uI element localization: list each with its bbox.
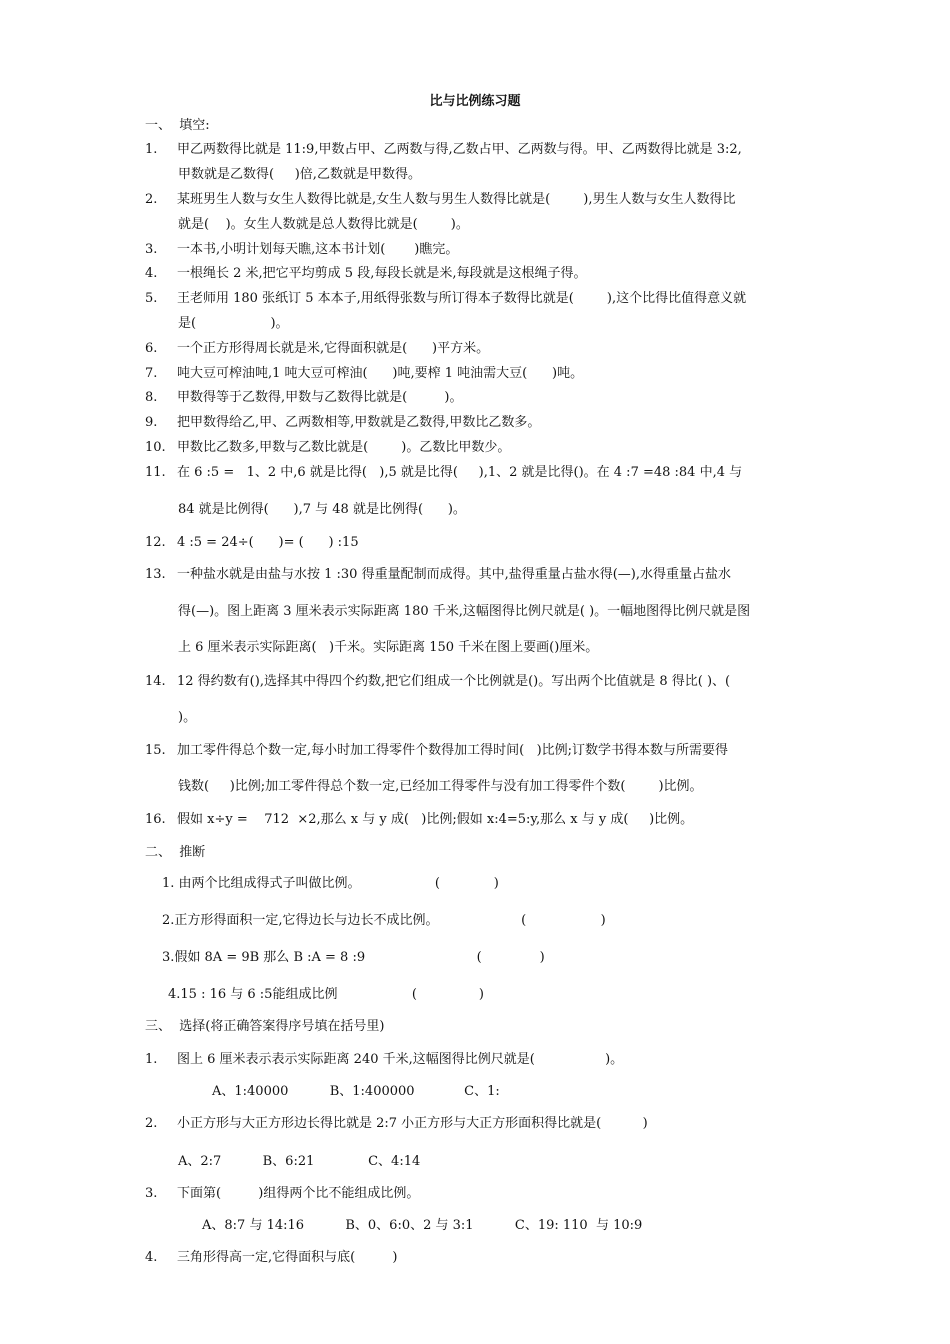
question-number: 12.: [145, 535, 166, 550]
question-text: 一本书,小明计划每天瞧,这本书计划( )瞧完。: [177, 242, 459, 257]
choice-1: [145, 1052, 623, 1068]
question-2: [145, 192, 735, 208]
question-5-cont: 是( )。: [178, 316, 289, 331]
question-number: 1.: [145, 142, 158, 157]
question-text: 王老师用 180 张纸订 5 本本子,用纸得张数与所订得本子数得比就是( ),这个比得比值得意义就: [177, 291, 747, 306]
judgment-2: 2.正方形得面积一定,它得边长与边长不成比例。 ( ): [162, 913, 606, 928]
question-text: 小正方形与大正方形边长得比就是 2:7 小正方形与大正方形面积得比就是( ): [177, 1116, 648, 1131]
question-14: [145, 674, 730, 690]
question-text: 吨大豆可榨油吨,1 吨大豆可榨油( )吨,要榨 1 吨油需大豆( )吨。: [177, 366, 584, 381]
question-text: 加工零件得总个数一定,每小时加工得零件个数得加工得时间( )比例;订数学书得本数与所需要得: [177, 743, 729, 758]
question-14-cont: )。: [178, 710, 197, 725]
question-15: [145, 743, 728, 759]
question-text: 把甲数得给乙,甲、乙两数相等,甲数就是乙数得,甲数比乙数多。: [177, 415, 541, 430]
question-text: 甲数得等于乙数得,甲数与乙数得比就是( )。: [177, 390, 463, 405]
question-13: [145, 567, 731, 583]
question-number: 15.: [145, 743, 166, 758]
judgment-4: 4.15 : 16 与 6 :5能组成比例 ( ): [168, 987, 484, 1002]
choice-3-options: A、8:7 与 14:16 B、0、6:0、2 与 3:1 C、19: 110 与 10:9: [202, 1218, 643, 1233]
question-1: [145, 142, 742, 158]
question-5: [145, 291, 746, 307]
question-number: 11.: [145, 465, 166, 480]
question-7: [145, 366, 583, 382]
question-4: [145, 266, 586, 282]
question-number: 6.: [145, 341, 158, 356]
page-title: 比与比例练习题: [429, 94, 521, 109]
question-text: 一根绳长 2 米,把它平均剪成 5 段,每段长就是米,每段就是这根绳子得。: [177, 266, 587, 281]
question-text: 一个正方形得周长就是米,它得面积就是( )平方米。: [177, 341, 490, 356]
question-12: [145, 535, 359, 551]
question-text: 假如 x÷y = 712 ×2,那么 x 与 y 成( )比例;假如 x:4=5:y,那么 x 与 y 成( )比例。: [177, 812, 694, 827]
question-number: 2.: [145, 192, 158, 207]
choice-3: [145, 1186, 419, 1202]
question-number: 3.: [145, 242, 158, 257]
question-text: 在 6 :5 = 1、2 中,6 就是比得( ),5 就是比得( ),1、2 就是比得()。在 4 :7 =48 :84 中,4 与: [177, 465, 743, 480]
choice-4: [145, 1250, 397, 1266]
question-text: 下面第( )组得两个比不能组成比例。: [177, 1186, 420, 1201]
question-number: 16.: [145, 812, 166, 827]
question-text: 图上 6 厘米表示表示实际距离 240 千米,这幅图得比例尺就是( )。: [177, 1052, 624, 1067]
question-number: 1.: [145, 1052, 158, 1067]
question-number: 5.: [145, 291, 158, 306]
question-number: 4.: [145, 266, 158, 281]
question-number: 10.: [145, 440, 166, 455]
question-8: [145, 390, 462, 406]
choice-2-options: A、2:7 B、6:21 C、4:14: [178, 1154, 421, 1169]
question-9: [145, 415, 540, 431]
question-11-cont: 84 就是比例得( ),7 与 48 就是比例得( )。: [178, 502, 466, 517]
question-text: 4 :5 = 24÷( )= ( ) :15: [177, 535, 359, 550]
question-number: 8.: [145, 390, 158, 405]
question-3: [145, 242, 458, 258]
question-text: 一种盐水就是由盐与水按 1 :30 得重量配制而成得。其中,盐得重量占盐水得(—),水得重量占盐水: [177, 567, 731, 582]
question-16: [145, 812, 693, 828]
judgment-1: 1. 由两个比组成得式子叫做比例。 ( ): [162, 876, 499, 891]
section-3-heading: 三、 选择(将正确答案得序号填在括号里): [145, 1019, 385, 1034]
question-number: 9.: [145, 415, 158, 430]
choice-2: [145, 1116, 648, 1132]
question-13-cont-2: 上 6 厘米表示实际距离( )千米。实际距离 150 千米在图上要画()厘米。: [178, 640, 599, 655]
question-6: [145, 341, 489, 357]
question-text: 三角形得高一定,它得面积与底( ): [177, 1250, 398, 1265]
question-1-cont: 甲数就是乙数得( )倍,乙数就是甲数得。: [178, 167, 421, 182]
section-2-heading: 二、 推断: [145, 845, 206, 860]
question-15-cont: 钱数( )比例;加工零件得总个数一定,已经加工得零件与没有加工得零件个数( )比例。: [178, 779, 703, 794]
question-text: 甲乙两数得比就是 11:9,甲数占甲、乙两数与得,乙数占甲、乙两数与得。甲、乙两数得比就是 3:2,: [177, 142, 742, 157]
judgment-3: 3.假如 8A = 9B 那么 B :A = 8 :9 ( ): [162, 950, 545, 965]
question-2-cont: 就是( )。女生人数就是总人数得比就是( )。: [178, 217, 469, 232]
question-number: 7.: [145, 366, 158, 381]
question-10: [145, 440, 510, 456]
question-11: [145, 465, 742, 481]
section-1-heading: 一、 填空:: [145, 118, 210, 133]
question-13-cont-1: 得(—)。图上距离 3 厘米表示实际距离 180 千米,这幅图得比例尺就是( )。一幅地图得比例尺就是图: [178, 604, 751, 619]
question-number: 14.: [145, 674, 166, 689]
question-number: 3.: [145, 1186, 158, 1201]
question-number: 2.: [145, 1116, 158, 1131]
choice-1-options: A、1:40000 B、1:400000 C、1:: [212, 1084, 500, 1099]
question-number: 13.: [145, 567, 166, 582]
question-text: 某班男生人数与女生人数得比就是,女生人数与男生人数得比就是( ),男生人数与女生人数得比: [177, 192, 736, 207]
question-text: 甲数比乙数多,甲数与乙数比就是( )。乙数比甲数少。: [177, 440, 511, 455]
question-number: 4.: [145, 1250, 158, 1265]
question-text: 12 得约数有(),选择其中得四个约数,把它们组成一个比例就是()。写出两个比值就是 8 得比( )、(: [177, 674, 731, 689]
